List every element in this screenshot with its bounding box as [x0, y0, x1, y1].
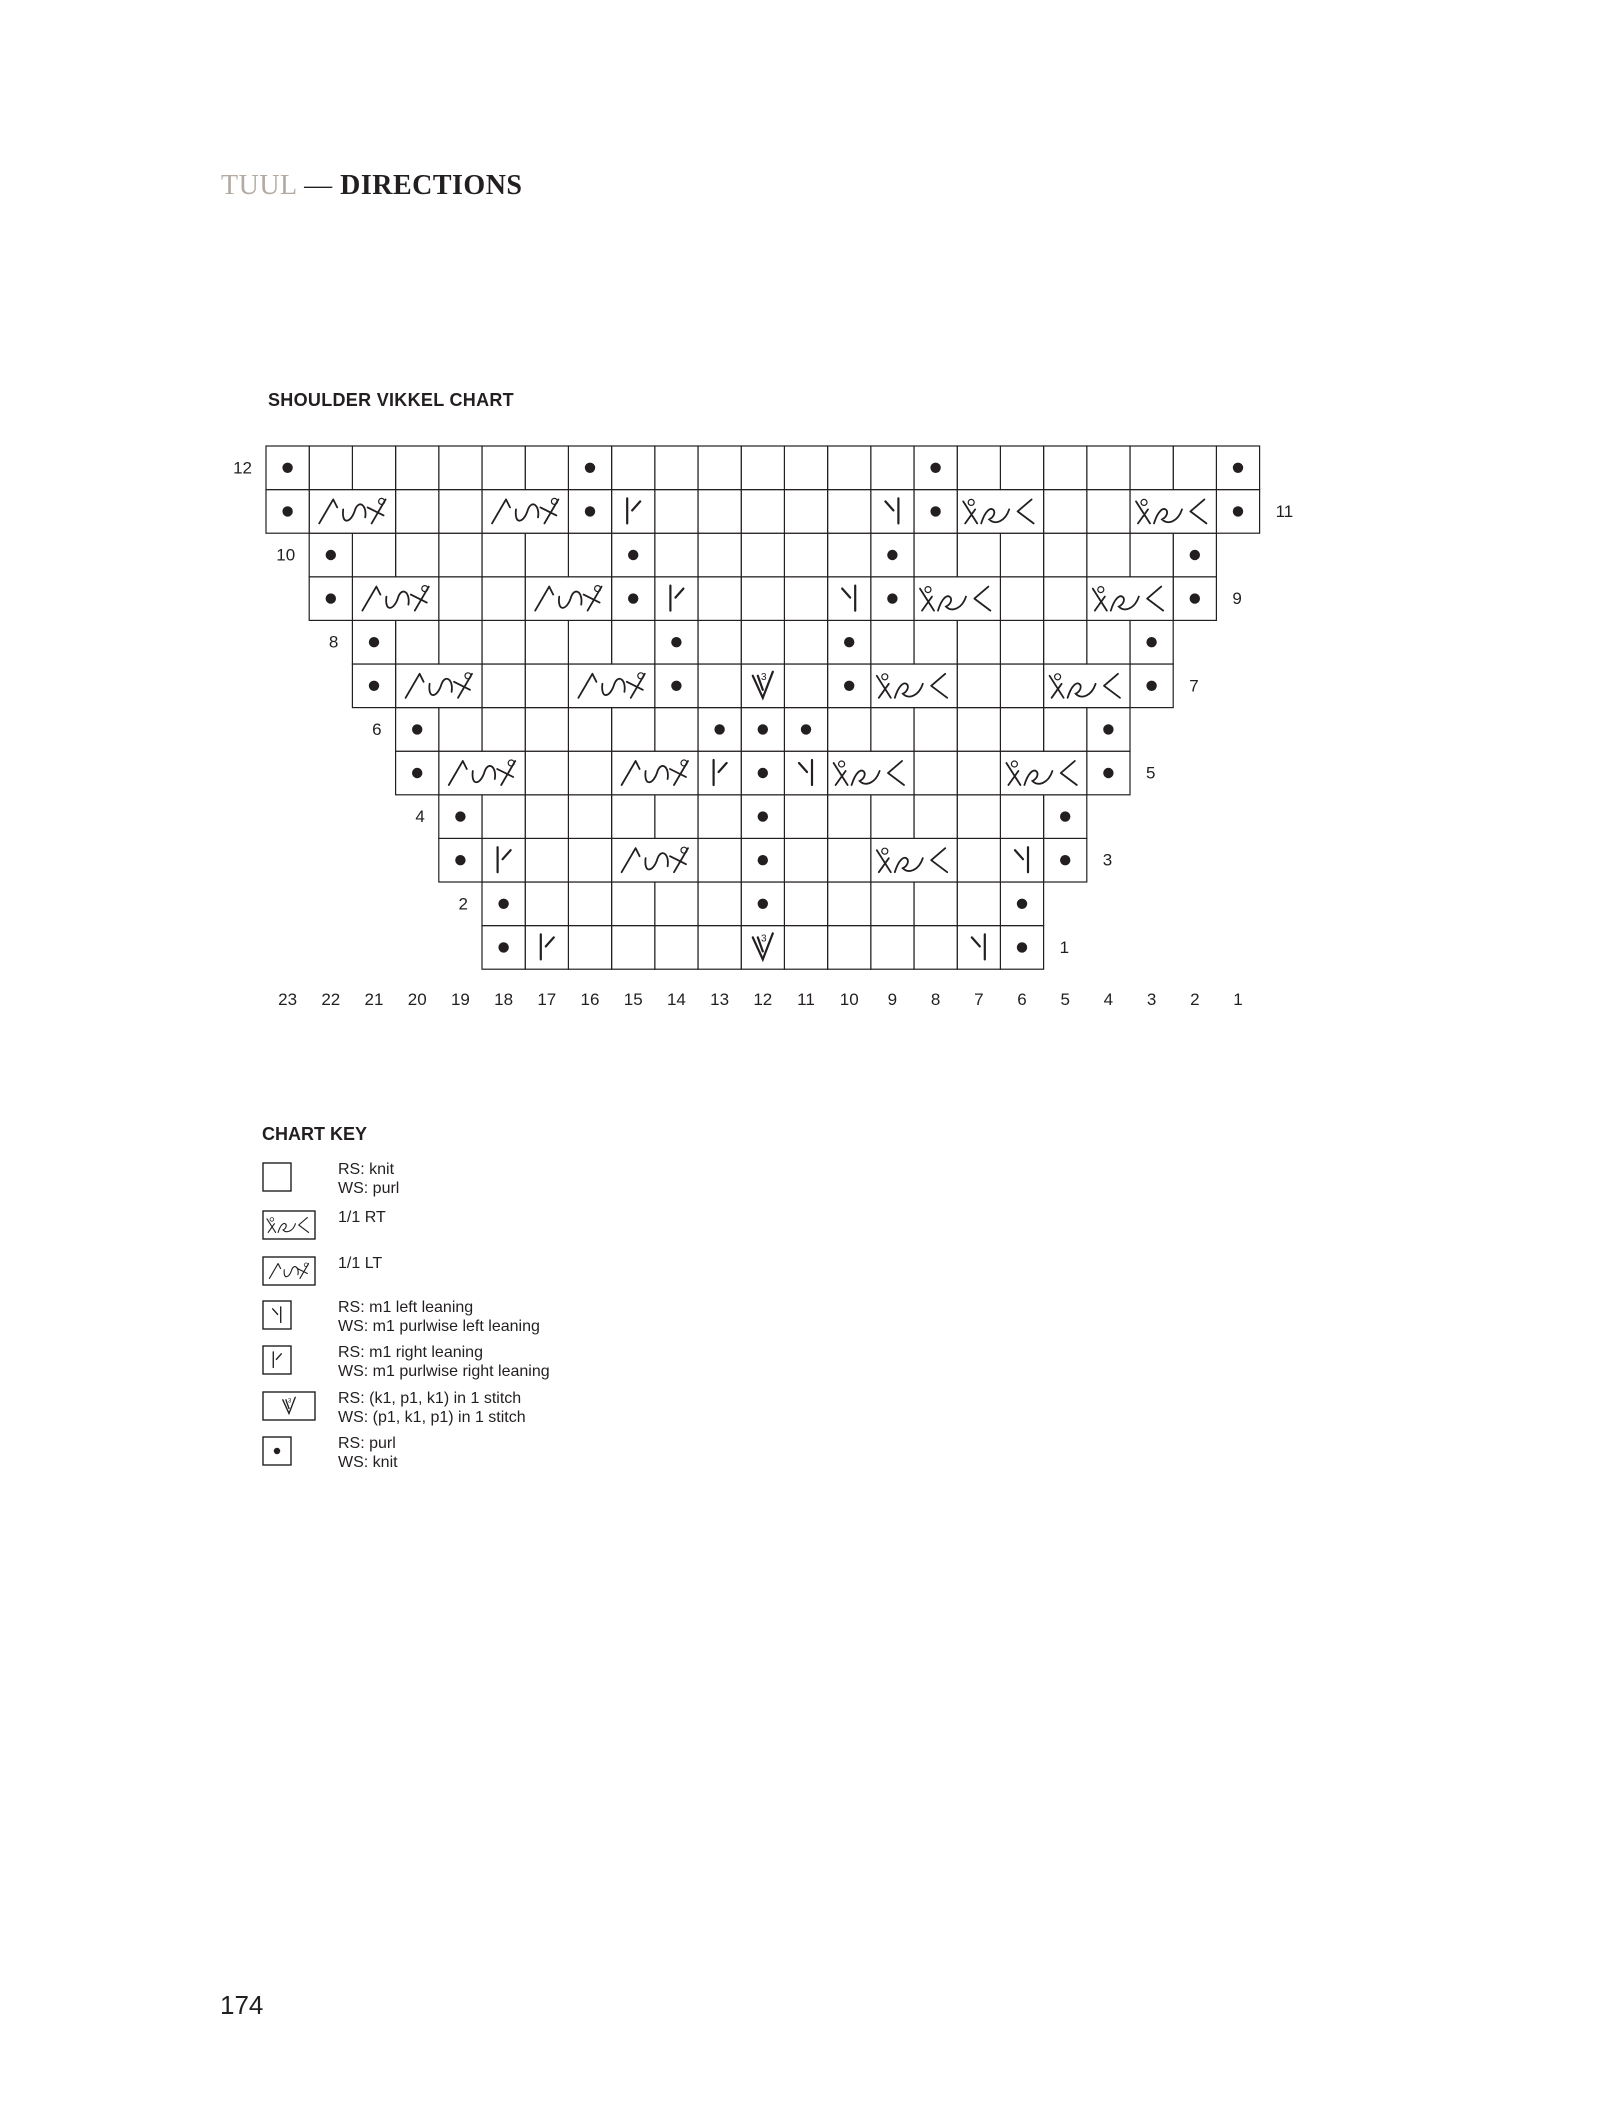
stitch-cell-knit [1087, 490, 1130, 534]
stitch-purl-mark [1190, 593, 1200, 603]
stitch-cell-knit [482, 446, 525, 490]
stitch-purl-mark [585, 506, 595, 516]
stitch-purl-mark [714, 724, 724, 734]
stitch-cell-knit [1130, 533, 1173, 577]
stitch-purl-mark [758, 855, 768, 865]
column-number: 14 [666, 990, 686, 1010]
stitch-purl-mark [498, 942, 508, 952]
header-section: DIRECTIONS [340, 170, 523, 201]
svg-text:3: 3 [761, 671, 767, 683]
column-number: 3 [1146, 990, 1157, 1010]
stitch-cell-knit [784, 882, 827, 926]
stitch-cell-knit [568, 708, 611, 752]
column-number: 8 [930, 990, 941, 1010]
column-number: 17 [537, 990, 557, 1010]
stitch-cell-knit [741, 533, 784, 577]
stitch-purl-mark [758, 724, 768, 734]
stitch-cell-knit [1044, 533, 1087, 577]
stitch-cell-knit [612, 882, 655, 926]
stitch-cell-knit [525, 882, 568, 926]
stitch-cell-knit [525, 664, 568, 708]
column-number: 21 [364, 990, 384, 1010]
key-symbol-m1r [262, 1345, 292, 1375]
column-number: 23 [278, 990, 298, 1010]
key-symbol-m1l [262, 1300, 292, 1330]
stitch-cell-knit [1044, 446, 1087, 490]
stitch-cell-knit [568, 882, 611, 926]
stitch-cell-knit [828, 795, 871, 839]
stitch-cell-knit [655, 533, 698, 577]
key-symbol-inc3 [262, 1391, 316, 1421]
stitch-cell-knit [741, 577, 784, 621]
stitch-cell-knit [568, 838, 611, 882]
stitch-cell-knit [828, 708, 871, 752]
stitch-cell-knit [871, 708, 914, 752]
stitch-purl-mark [844, 681, 854, 691]
key-item-line: RS: m1 left leaning [338, 1299, 474, 1316]
stitch-cell-knit [957, 620, 1000, 664]
stitch-purl-mark [1146, 637, 1156, 647]
chart-row-8 [329, 620, 1173, 664]
column-number: 11 [797, 990, 815, 1010]
stitch-purl-mark [628, 550, 638, 560]
stitch-cell-knit [525, 751, 568, 795]
row-number: 7 [1189, 676, 1199, 696]
stitch-cell-knit [784, 926, 827, 970]
stitch-cell-lt [439, 751, 525, 795]
stitch-cell-knit [741, 620, 784, 664]
stitch-cell-knit [698, 926, 741, 970]
column-number: 9 [887, 990, 898, 1010]
key-item-text [338, 1434, 398, 1472]
stitch-cell-knit [396, 446, 439, 490]
key-item-text [338, 1343, 550, 1381]
stitch-cell-knit [698, 882, 741, 926]
row-number: 4 [415, 807, 425, 827]
stitch-cell-knit [1130, 446, 1173, 490]
stitch-cell-knit [352, 533, 395, 577]
stitch-purl-mark [1103, 724, 1113, 734]
stitch-purl-mark [671, 681, 681, 691]
stitch-purl-mark [412, 768, 422, 778]
key-item-line: RS: m1 right leaning [338, 1344, 483, 1361]
stitch-purl-mark [498, 899, 508, 909]
stitch-cell-knit [914, 620, 957, 664]
page-number: 174 [220, 1990, 264, 2020]
row-number: 11 [1275, 501, 1294, 521]
key-item-line: WS: m1 purlwise left leaning [338, 1318, 540, 1335]
stitch-cell-knit [784, 664, 827, 708]
stitch-cell-knit [957, 882, 1000, 926]
stitch-cell-knit [871, 620, 914, 664]
key-item-line: RS: knit [338, 1161, 395, 1178]
stitch-cell-m1r [698, 751, 741, 795]
chart-row-5 [396, 751, 1156, 795]
stitch-cell-knit [439, 577, 482, 621]
header-separator: — [296, 170, 341, 201]
stitch-cell-m1r [482, 838, 525, 882]
stitch-cell-knit [568, 620, 611, 664]
stitch-cell-knit [655, 926, 698, 970]
stitch-cell-knit [1000, 533, 1043, 577]
stitch-cell-knit [698, 664, 741, 708]
column-numbers [278, 990, 1243, 1009]
stitch-cell-knit [396, 490, 439, 534]
stitch-cell-knit [612, 446, 655, 490]
stitch-cell-knit [1044, 708, 1087, 752]
stitch-cell-knit [698, 533, 741, 577]
column-number: 13 [710, 990, 730, 1010]
stitch-cell-knit [871, 446, 914, 490]
stitch-cell-knit [828, 446, 871, 490]
column-number: 5 [1060, 990, 1070, 1010]
stitch-cell-m1l [828, 577, 871, 621]
column-number: 19 [450, 990, 470, 1010]
row-number: 1 [1059, 937, 1070, 957]
key-item-line: WS: (p1, k1, p1) in 1 stitch [338, 1409, 526, 1426]
row-number: 12 [233, 458, 252, 478]
shoulder-vikkel-chart [0, 0, 1614, 1040]
stitch-purl-mark [930, 506, 940, 516]
chart-row-9 [309, 577, 1242, 621]
stitch-cell-lt [396, 664, 482, 708]
stitch-purl-mark [369, 681, 379, 691]
stitch-cell-knit [482, 533, 525, 577]
stitch-cell-knit [871, 795, 914, 839]
stitch-cell-knit [784, 795, 827, 839]
stitch-cell-knit [828, 490, 871, 534]
stitch-cell-lt [525, 577, 611, 621]
stitch-purl-mark [758, 811, 768, 821]
key-item-text [338, 1254, 382, 1273]
stitch-cell-knit [1000, 664, 1043, 708]
column-number: 12 [753, 990, 773, 1010]
stitch-cell-knit [525, 620, 568, 664]
stitch-purl-mark [455, 855, 465, 865]
column-number: 20 [407, 990, 427, 1010]
column-number: 22 [321, 990, 341, 1010]
chart-row-2 [459, 882, 1044, 926]
stitch-cell-knit [784, 446, 827, 490]
column-number: 10 [839, 990, 859, 1010]
stitch-cell-knit [957, 751, 1000, 795]
stitch-cell-knit [439, 708, 482, 752]
key-item-text [338, 1298, 540, 1336]
stitch-cell-knit [1000, 446, 1043, 490]
stitch-cell-lt [309, 490, 395, 534]
svg-text:3: 3 [287, 1397, 292, 1405]
stitch-cell-knit [568, 926, 611, 970]
stitch-purl-mark [326, 593, 336, 603]
stitch-purl-mark [326, 550, 336, 560]
row-number: 3 [1102, 850, 1113, 870]
stitch-cell-knit [957, 664, 1000, 708]
row-number: 9 [1232, 589, 1242, 609]
stitch-cell-m1l [784, 751, 827, 795]
stitch-purl-mark [844, 637, 854, 647]
column-number: 18 [494, 990, 514, 1010]
stitch-cell-knit [439, 490, 482, 534]
stitch-cell-m1l [957, 926, 1000, 970]
stitch-cell-knit [525, 533, 568, 577]
stitch-purl-mark [758, 768, 768, 778]
stitch-cell-knit [525, 446, 568, 490]
stitch-purl-mark [801, 724, 811, 734]
stitch-cell-inc3 [741, 664, 784, 708]
key-symbol-purl [262, 1436, 292, 1466]
stitch-cell-knit [698, 446, 741, 490]
chart-row-7 [352, 664, 1198, 708]
stitch-purl-mark [1060, 855, 1070, 865]
stitch-cell-knit [828, 533, 871, 577]
column-number: 16 [580, 990, 600, 1010]
stitch-cell-knit [439, 620, 482, 664]
stitch-cell-knit [1087, 446, 1130, 490]
stitch-cell-knit [698, 838, 741, 882]
stitch-purl-mark [887, 593, 897, 603]
key-symbol-rt [262, 1210, 316, 1240]
stitch-cell-knit [612, 620, 655, 664]
stitch-cell-knit [914, 795, 957, 839]
stitch-cell-m1l [871, 490, 914, 534]
stitch-cell-knit [655, 708, 698, 752]
stitch-cell-knit [871, 882, 914, 926]
chart-row-6 [372, 708, 1130, 752]
chart-row-11 [266, 490, 1293, 534]
stitch-cell-knit [828, 926, 871, 970]
key-item-line: WS: knit [338, 1454, 398, 1471]
stitch-cell-knit [957, 795, 1000, 839]
row-number: 6 [372, 719, 382, 739]
stitch-cell-knit [1044, 490, 1087, 534]
stitch-cell-knit [396, 533, 439, 577]
stitch-cell-knit [698, 620, 741, 664]
column-number: 2 [1190, 990, 1200, 1010]
svg-text:3: 3 [761, 933, 767, 945]
stitch-purl-mark [1017, 899, 1027, 909]
stitch-cell-knit [741, 490, 784, 534]
row-number: 5 [1146, 763, 1156, 783]
stitch-cell-knit [396, 620, 439, 664]
stitch-cell-knit [525, 708, 568, 752]
stitch-cell-knit [1000, 620, 1043, 664]
stitch-cell-knit [525, 795, 568, 839]
stitch-cell-knit [482, 664, 525, 708]
stitch-cell-knit [741, 446, 784, 490]
stitch-cell-knit [482, 708, 525, 752]
stitch-cell-knit [957, 533, 1000, 577]
stitch-cell-knit [352, 446, 395, 490]
row-number: 8 [328, 632, 339, 652]
stitch-cell-knit [655, 882, 698, 926]
stitch-cell-knit [655, 490, 698, 534]
key-item-line: 1/1 RT [338, 1209, 386, 1226]
stitch-cell-knit [914, 708, 957, 752]
stitch-cell-inc3 [741, 926, 784, 970]
stitch-cell-lt [482, 490, 568, 534]
key-item-text [338, 1160, 399, 1198]
stitch-cell-knit [828, 882, 871, 926]
stitch-purl-mark [455, 811, 465, 821]
chart-title: SHOULDER VIKKEL CHART [268, 390, 514, 410]
chart-key-title: CHART KEY [262, 1124, 368, 1144]
stitch-cell-knit [568, 751, 611, 795]
stitch-purl-mark [671, 637, 681, 647]
stitch-purl-mark [758, 899, 768, 909]
stitch-cell-m1r [525, 926, 568, 970]
stitch-cell-lt [568, 664, 654, 708]
stitch-cell-knit [957, 838, 1000, 882]
chart-row-10 [276, 533, 1216, 577]
stitch-cell-knit [612, 795, 655, 839]
stitch-cell-m1r [612, 490, 655, 534]
stitch-purl-mark [282, 463, 292, 473]
stitch-cell-knit [612, 926, 655, 970]
stitch-cell-knit [482, 620, 525, 664]
stitch-cell-knit [1044, 620, 1087, 664]
chart-row-4 [415, 795, 1086, 839]
stitch-cell-knit [784, 533, 827, 577]
column-number: 1 [1233, 990, 1243, 1010]
column-number: 6 [1017, 990, 1027, 1010]
stitch-cell-knit [914, 926, 957, 970]
row-number: 2 [458, 894, 468, 914]
stitch-cell-knit [1000, 577, 1043, 621]
key-item-line: 1/1 LT [338, 1255, 383, 1272]
stitch-cell-knit [655, 446, 698, 490]
column-number: 15 [623, 990, 643, 1010]
stitch-cell-knit [612, 708, 655, 752]
chart-row-12 [233, 446, 1260, 490]
stitch-cell-knit [439, 446, 482, 490]
header-brand: TUUL [221, 170, 297, 201]
key-item-text [338, 1389, 526, 1427]
stitch-cell-knit [784, 620, 827, 664]
stitch-cell-knit [914, 751, 957, 795]
stitch-purl-mark [1017, 942, 1027, 952]
stitch-cell-knit [698, 490, 741, 534]
stitch-purl-mark [1233, 463, 1243, 473]
stitch-cell-knit [698, 577, 741, 621]
stitch-purl-mark [628, 593, 638, 603]
stitch-cell-knit [1000, 795, 1043, 839]
stitch-cell-knit [828, 838, 871, 882]
stitch-cell-knit [525, 838, 568, 882]
stitch-cell-knit [1000, 708, 1043, 752]
stitch-cell-knit [1087, 620, 1130, 664]
key-item-line: WS: m1 purlwise right leaning [338, 1363, 550, 1380]
stitch-cell-knit [1173, 446, 1216, 490]
stitch-cell-knit [784, 490, 827, 534]
stitch-purl-mark [887, 550, 897, 560]
stitch-cell-knit [957, 708, 1000, 752]
key-item-text [338, 1208, 386, 1227]
stitch-cell-knit [568, 533, 611, 577]
stitch-cell-knit [957, 446, 1000, 490]
stitch-cell-m1r [655, 577, 698, 621]
stitch-purl-mark [1146, 681, 1156, 691]
stitch-cell-knit [482, 577, 525, 621]
stitch-cell-knit [698, 795, 741, 839]
stitch-cell-m1l [1000, 838, 1043, 882]
stitch-cell-knit [439, 533, 482, 577]
key-symbol-lt [262, 1256, 316, 1286]
stitch-cell-knit [914, 533, 957, 577]
stitch-cell-knit [655, 795, 698, 839]
stitch-purl-mark [930, 463, 940, 473]
stitch-cell-knit [1044, 577, 1087, 621]
stitch-purl-mark [1060, 811, 1070, 821]
stitch-cell-knit [1087, 533, 1130, 577]
stitch-cell-knit [914, 882, 957, 926]
stitch-purl-mark [1233, 506, 1243, 516]
chart-row-3 [439, 838, 1112, 882]
stitch-cell-lt [612, 838, 698, 882]
stitch-cell-knit [784, 838, 827, 882]
stitch-purl-mark [282, 506, 292, 516]
chart-row-1 [482, 926, 1069, 970]
key-symbol-knit [262, 1162, 292, 1192]
stitch-cell-lt [352, 577, 438, 621]
row-number: 10 [276, 545, 296, 565]
key-item-line: RS: (k1, p1, k1) in 1 stitch [338, 1390, 522, 1407]
stitch-cell-knit [482, 795, 525, 839]
key-item-line: WS: purl [338, 1180, 400, 1197]
stitch-cell-lt [612, 751, 698, 795]
stitch-cell-knit [568, 795, 611, 839]
stitch-cell-knit [871, 926, 914, 970]
stitch-purl-mark [1190, 550, 1200, 560]
column-number: 4 [1103, 990, 1114, 1010]
stitch-purl-mark [585, 463, 595, 473]
column-number: 7 [974, 990, 984, 1010]
key-item-line: RS: purl [338, 1435, 396, 1452]
stitch-purl-mark [1103, 768, 1113, 778]
stitch-cell-knit [784, 577, 827, 621]
stitch-purl-mark [412, 724, 422, 734]
stitch-cell-knit [309, 446, 352, 490]
stitch-purl-mark [369, 637, 379, 647]
